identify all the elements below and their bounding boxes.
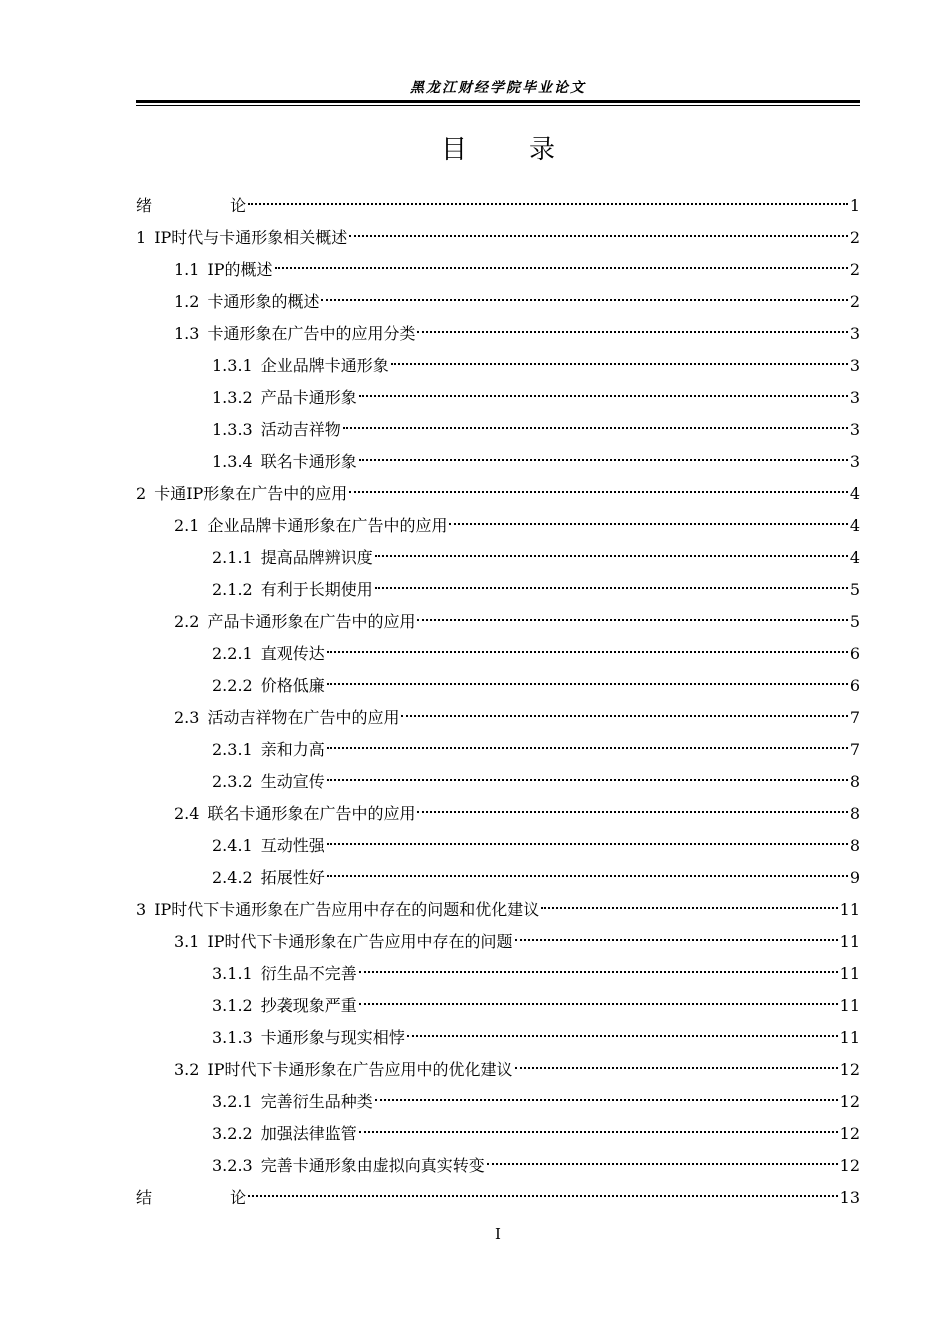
dot-leader — [541, 907, 837, 909]
toc-entry[interactable] — [136, 862, 860, 894]
dot-leader — [327, 843, 848, 845]
toc-entry[interactable] — [136, 1054, 860, 1086]
toc-entry-page: 5 — [849, 580, 860, 599]
toc-entry-number: 3.1.3 — [212, 1028, 253, 1047]
dot-leader — [327, 651, 848, 653]
toc-entry-label: 活动吉祥物在广告中的应用 — [207, 708, 400, 727]
dot-leader — [515, 1067, 838, 1069]
toc-entry-number: 2.3 — [174, 708, 200, 727]
toc-entry[interactable] — [136, 894, 860, 926]
dot-leader — [375, 1099, 838, 1101]
toc-title — [136, 132, 860, 168]
toc-entry[interactable] — [136, 190, 860, 222]
dot-leader — [359, 395, 848, 397]
dot-leader — [275, 267, 848, 269]
toc-entry-label: IP时代下卡通形象在广告应用中存在的问题 — [207, 932, 513, 951]
toc-entry-number: 2.1.1 — [212, 548, 253, 567]
toc-entry-label: IP时代与卡通形象相关概述 — [154, 228, 348, 247]
toc-entry-page: 3 — [849, 388, 860, 407]
toc-entry-number: 3.1.1 — [212, 964, 253, 983]
table-of-contents — [136, 190, 860, 1214]
toc-entry-label: IP时代下卡通形象在广告应用中存在的问题和优化建议 — [154, 900, 540, 919]
page-number: I — [495, 1225, 501, 1243]
dot-leader — [407, 1035, 838, 1037]
toc-entry[interactable] — [136, 1118, 860, 1150]
dot-leader — [401, 715, 847, 717]
toc-entry[interactable] — [136, 222, 860, 254]
toc-entry-page: 11 — [839, 932, 860, 951]
dot-leader — [321, 299, 847, 301]
toc-entry-page: 13 — [839, 1188, 860, 1207]
toc-entry[interactable] — [136, 510, 860, 542]
toc-entry-label: 价格低廉 — [260, 676, 325, 695]
toc-entry-number: 1.1 — [174, 260, 200, 279]
dot-leader — [248, 1195, 837, 1197]
dot-leader — [359, 1131, 838, 1133]
toc-entry-label: 产品卡通形象在广告中的应用 — [207, 612, 416, 631]
toc-entry[interactable] — [136, 830, 860, 862]
toc-entry-page: 11 — [839, 900, 860, 919]
toc-entry[interactable] — [136, 382, 860, 414]
header-rule-thin — [136, 105, 860, 106]
toc-entry-page: 3 — [849, 452, 860, 471]
toc-entry-label: 卡通形象的概述 — [207, 292, 320, 311]
toc-entry-page: 7 — [849, 740, 860, 759]
toc-entry-number: 1.3.2 — [212, 388, 253, 407]
toc-entry-label: 生动宣传 — [260, 772, 325, 791]
toc-entry-number: 2.3.2 — [212, 772, 253, 791]
toc-entry-label: 亲和力高 — [260, 740, 325, 759]
toc-entry-number: 3.1 — [174, 932, 200, 951]
toc-entry[interactable] — [136, 670, 860, 702]
toc-entry-label: 产品卡通形象 — [260, 388, 357, 407]
toc-entry-page: 2 — [849, 228, 860, 247]
toc-entry[interactable] — [136, 318, 860, 350]
toc-entry-page: 11 — [839, 1028, 860, 1047]
toc-entry[interactable] — [136, 702, 860, 734]
dot-leader — [327, 747, 848, 749]
toc-entry-label: 抄袭现象严重 — [260, 996, 357, 1015]
toc-entry-number: 2.2.2 — [212, 676, 253, 695]
toc-entry[interactable] — [136, 638, 860, 670]
toc-entry-page: 8 — [849, 772, 860, 791]
toc-entry-label: 联名卡通形象在广告中的应用 — [207, 804, 416, 823]
dot-leader — [343, 427, 848, 429]
header-rule-thick — [136, 100, 860, 103]
toc-entry-page: 1 — [849, 196, 860, 215]
toc-entry[interactable] — [136, 478, 860, 510]
toc-entry-number: 3 — [136, 900, 147, 919]
toc-entry-number: 3.2.3 — [212, 1156, 253, 1175]
toc-entry-page: 2 — [849, 260, 860, 279]
dot-leader — [375, 587, 848, 589]
toc-entry-label: 企业品牌卡通形象在广告中的应用 — [207, 516, 448, 535]
toc-entry[interactable] — [136, 766, 860, 798]
toc-entry-number: 1.3.1 — [212, 356, 253, 375]
toc-entry[interactable] — [136, 606, 860, 638]
toc-entry[interactable] — [136, 286, 860, 318]
toc-entry-page: 2 — [849, 292, 860, 311]
toc-entry-label: 完善衍生品种类 — [260, 1092, 373, 1111]
toc-entry-page: 4 — [849, 548, 860, 567]
dot-leader — [359, 1003, 838, 1005]
toc-entry-label: 联名卡通形象 — [260, 452, 357, 471]
toc-entry-number: 2.4.1 — [212, 836, 253, 855]
dot-leader — [359, 459, 848, 461]
dot-leader — [349, 491, 848, 493]
toc-entry-label: 直观传达 — [260, 644, 325, 663]
toc-entry-page: 9 — [849, 868, 860, 887]
toc-entry[interactable] — [136, 990, 860, 1022]
toc-entry-page: 11 — [839, 996, 860, 1015]
toc-entry-page: 12 — [839, 1156, 860, 1175]
toc-entry[interactable] — [136, 414, 860, 446]
toc-entry-label: 卡通形象与现实相悖 — [260, 1028, 405, 1047]
dot-leader — [417, 331, 847, 333]
dot-leader — [375, 555, 848, 557]
toc-entry-label: 拓展性好 — [260, 868, 325, 887]
toc-entry-number: 1.3.3 — [212, 420, 253, 439]
toc-entry-page: 6 — [849, 676, 860, 695]
toc-entry[interactable] — [136, 1086, 860, 1118]
toc-entry-number: 2.3.1 — [212, 740, 253, 759]
toc-entry-number: 3.2.1 — [212, 1092, 253, 1111]
dot-leader — [248, 203, 848, 205]
toc-entry-label: 提高品牌辨识度 — [260, 548, 373, 567]
dot-leader — [417, 811, 847, 813]
toc-entry-label: 企业品牌卡通形象 — [260, 356, 389, 375]
toc-entry-page: 12 — [839, 1060, 860, 1079]
toc-entry-page: 4 — [849, 484, 860, 503]
dot-leader — [487, 1163, 838, 1165]
toc-entry-label: 结 论 — [136, 1188, 247, 1207]
dot-leader — [359, 971, 838, 973]
toc-entry-number: 1.3 — [174, 324, 200, 343]
dot-leader — [417, 619, 847, 621]
toc-entry[interactable] — [136, 1182, 860, 1214]
toc-entry-number: 2.4 — [174, 804, 200, 823]
toc-entry[interactable] — [136, 958, 860, 990]
dot-leader — [327, 683, 848, 685]
toc-entry[interactable] — [136, 574, 860, 606]
toc-entry-label: 活动吉祥物 — [260, 420, 341, 439]
toc-entry-number: 1.2 — [174, 292, 200, 311]
toc-entry-page: 8 — [849, 804, 860, 823]
toc-entry-number: 1 — [136, 228, 147, 247]
toc-entry-page: 12 — [839, 1124, 860, 1143]
toc-entry-page: 12 — [839, 1092, 860, 1111]
toc-entry-label: 衍生品不完善 — [260, 964, 357, 983]
toc-entry-number: 2.1 — [174, 516, 200, 535]
toc-entry-page: 11 — [839, 964, 860, 983]
toc-entry-page: 3 — [849, 324, 860, 343]
toc-title-char-1: 目 — [440, 135, 467, 165]
toc-entry-label: 绪 论 — [136, 196, 247, 215]
toc-entry[interactable] — [136, 734, 860, 766]
toc-entry-label: 卡通形象在广告中的应用分类 — [207, 324, 416, 343]
toc-entry-number: 3.2.2 — [212, 1124, 253, 1143]
toc-entry-page: 3 — [849, 356, 860, 375]
dot-leader — [327, 875, 848, 877]
toc-entry-label: 完善卡通形象由虚拟向真实转变 — [260, 1156, 485, 1175]
toc-entry-number: 2 — [136, 484, 147, 503]
toc-entry[interactable] — [136, 1150, 860, 1182]
toc-entry-number: 2.4.2 — [212, 868, 253, 887]
toc-entry-label: IP时代下卡通形象在广告应用中的优化建议 — [207, 1060, 513, 1079]
toc-entry-number: 3.1.2 — [212, 996, 253, 1015]
toc-entry-page: 7 — [849, 708, 860, 727]
toc-entry-page: 3 — [849, 420, 860, 439]
toc-entry-number: 2.2 — [174, 612, 200, 631]
toc-entry[interactable] — [136, 1022, 860, 1054]
toc-entry-number: 1.3.4 — [212, 452, 253, 471]
toc-entry[interactable] — [136, 254, 860, 286]
toc-entry-label: 卡通IP形象在广告中的应用 — [154, 484, 348, 503]
toc-entry-number: 2.1.2 — [212, 580, 253, 599]
dot-leader — [349, 235, 848, 237]
toc-entry-number: 3.2 — [174, 1060, 200, 1079]
toc-entry-label: 有利于长期使用 — [260, 580, 373, 599]
dot-leader — [515, 939, 838, 941]
toc-entry-number: 2.2.1 — [212, 644, 253, 663]
toc-entry[interactable] — [136, 926, 860, 958]
toc-entry-page: 6 — [849, 644, 860, 663]
toc-entry[interactable] — [136, 542, 860, 574]
running-header: 黑龙江财经学院毕业论文 — [410, 80, 586, 96]
dot-leader — [391, 363, 848, 365]
toc-entry-page: 4 — [849, 516, 860, 535]
toc-entry[interactable] — [136, 350, 860, 382]
toc-entry-page: 5 — [849, 612, 860, 631]
toc-entry-label: 加强法律监管 — [260, 1124, 357, 1143]
toc-entry-page: 8 — [849, 836, 860, 855]
dot-leader — [449, 523, 847, 525]
toc-entry[interactable] — [136, 798, 860, 830]
dot-leader — [327, 779, 848, 781]
toc-entry-label: 互动性强 — [260, 836, 325, 855]
toc-title-char-2: 录 — [529, 135, 556, 165]
toc-entry-label: IP的概述 — [207, 260, 273, 279]
toc-entry[interactable] — [136, 446, 860, 478]
